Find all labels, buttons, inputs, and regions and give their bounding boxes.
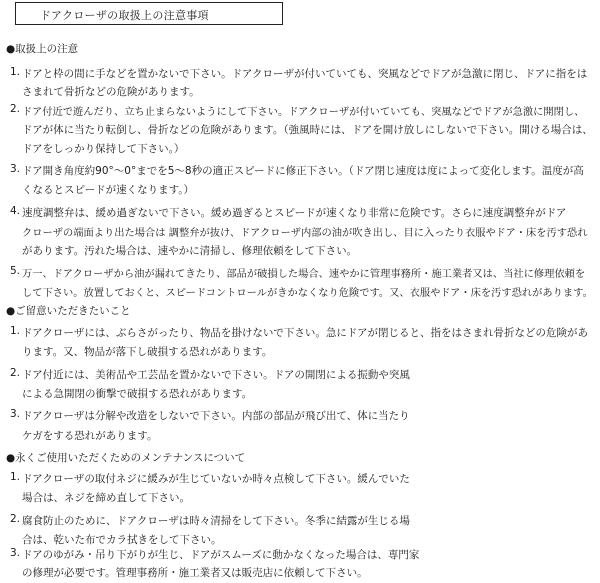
item-number: 4. [10, 205, 21, 217]
title-box [15, 2, 283, 25]
section-heading-cautions: ●ご留意いただきたいこと [6, 305, 131, 317]
item-line: 速度調整弁は、緩め過ぎないで下さい。緩め過ぎるとスピードが速くなり非常に危険です。さらに速度調整弁がドア [22, 207, 567, 219]
section-heading-maintenance: ●永くご使用いただくためのメンテナンスについて [6, 452, 246, 464]
item-line: ドア付近には、美術品や工芸品を置かないで下さい。ドアの開閉による振動や突風 [22, 369, 410, 381]
item-line: ドアのゆがみ・吊り下がりが生じ、ドアがスムーズに動かなくなった場合は、専門家 [22, 549, 420, 561]
item-line: ドアクローザには、ぶらさがったり、物品を掛けないで下さい。急にドアが閉じると、指をはさまれ骨折などの危険があ [22, 327, 589, 339]
item-line: 万一、ドアクローザから油が漏れてきたり、部品が破損した場合、速やかに管理事務所・施工業者又は、当社に修理依頼を [22, 268, 586, 280]
item-number: 1. [10, 325, 21, 337]
item-line: ドアと枠の間に手などを置かないで下さい。ドアクローザが付いていても、突風などでドアが急激に閉じ、ドアに指をは [22, 68, 588, 80]
item-number: 2. [10, 367, 21, 379]
item-number: 1. [10, 66, 21, 78]
item-line: くなるとスピードが速くなります。） [22, 184, 194, 196]
item-number: 2. [10, 103, 21, 115]
item-number: 3. [10, 163, 21, 175]
item-line: さまれて骨折などの危険があります。 [22, 86, 200, 98]
section-heading-handling: ●取扱上の注意 [6, 43, 79, 55]
item-line: の修理が必要です。管理事務所・施工業者又は販売店に依頼して下さい。 [22, 567, 368, 579]
item-number: 5. [10, 265, 21, 277]
item-number: 2. [10, 513, 21, 525]
item-line: による急開閉の衝撃で破損する恐れがあります。 [22, 388, 253, 400]
item-line: ドアが体に当たり転倒し、骨折などの危険があります。（強風時には、ドアを開け放しにしないで下さい。開ける場合は、 [22, 124, 593, 136]
item-line: ドア付近で遊んだり、立ち止まらないようにして下さい。ドアクローザが付いていても、突風などでドアが急激に開閉し、 [22, 106, 585, 118]
item-number: 1. [10, 471, 21, 483]
item-line: ドア開き角度約90°〜0°までを5〜8秒の適正スピードに修正下さい。（ドア閉じ速度は度によって変化します。温度が高 [22, 165, 584, 177]
item-line: ケガをする恐れがあります。 [22, 430, 158, 442]
item-number: 3. [10, 408, 21, 420]
item-line: 合は、乾いた布でカラ拭きをして下さい。 [22, 534, 222, 546]
item-line: クローザの端面より出た場合は 調整弁が抜け、ドアクローザ内部の油が吹き出し、目に入ったり衣服やドア・床を汚す恐れ [22, 227, 588, 239]
item-number: 3. [10, 547, 21, 559]
item-line: 場合は、ネジを締め直して下さい。 [22, 492, 190, 504]
document-title: ドアクローザの取扱上の注意事項 [40, 9, 209, 22]
item-line: ドアクローザの取付ネジに緩みが生じていないか時々点検して下さい。緩んでいた [22, 473, 410, 485]
item-line: ります。又、物品が落下し破損する恐れがあります。 [22, 346, 273, 358]
item-line: があります。汚れた場合は、速やかに清掃し、修理依頼をして下さい。 [22, 245, 358, 257]
item-line: ドアをしっかり保持して下さい。） [22, 143, 185, 155]
item-line: 腐食防止のために、ドアクローザは時々清掃をして下さい。冬季に結露が生じる場 [22, 515, 410, 527]
item-line: ドアクローザは分解や改造をしないで下さい。内部の部品が飛び出て、体に当たり [22, 410, 410, 422]
item-line: して下さい。放置しておくと、スピードコントロールがきかなくなり危険です。又、衣服やドア・床を汚す恐れがあります。 [22, 287, 593, 299]
